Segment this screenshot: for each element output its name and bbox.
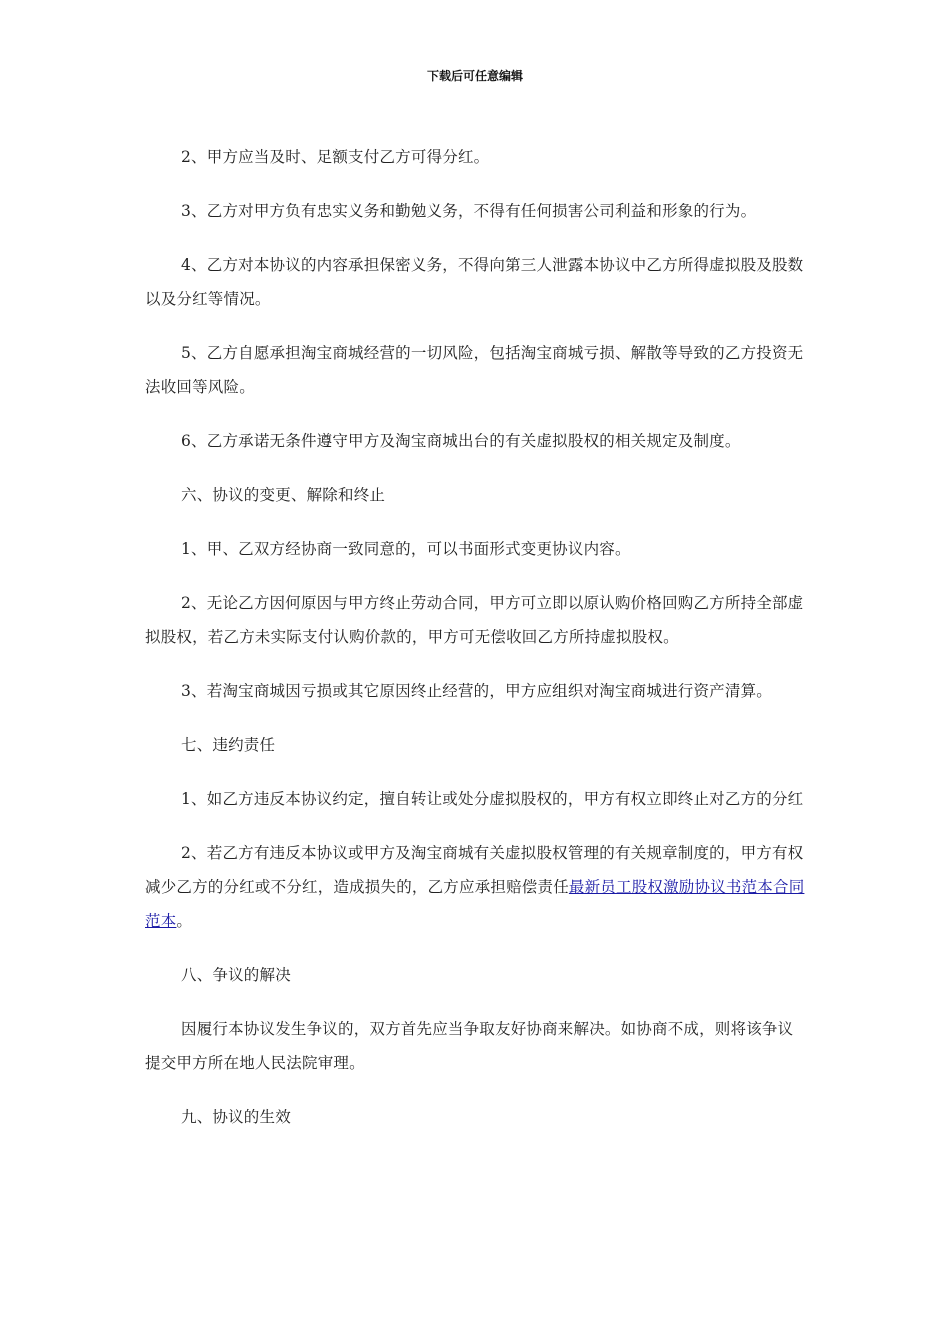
document-body <box>145 140 805 1154</box>
clause-paragraph-with-link <box>145 836 805 938</box>
section-heading: 九、协议的生效 <box>181 1108 291 1126</box>
section-heading: 六、协议的变更、解除和终止 <box>181 486 386 504</box>
clause-paragraph: 1、如乙方违反本协议约定，擅自转让或处分虚拟股权的，甲方有权立即终止对乙方的分红 <box>181 790 804 808</box>
clause-paragraph: 1、甲、乙双方经协商一致同意的，可以书面形式变更协议内容。 <box>181 540 631 558</box>
clause-paragraph: 3、乙方对甲方负有忠实义务和勤勉义务，不得有任何损害公司利益和形象的行为。 <box>181 202 757 220</box>
clause-paragraph: 2、甲方应当及时、足额支付乙方可得分红。 <box>181 148 490 166</box>
template-link[interactable]: 最新员工股权激励协议书范本合同范本 <box>145 878 805 930</box>
clause-paragraph: 4、乙方对本协议的内容承担保密义务，不得向第三人泄露本协议中乙方所得虚拟股及股数以及分红等情况。 <box>145 256 804 308</box>
section-heading: 七、违约责任 <box>181 736 276 754</box>
section-heading: 八、争议的解决 <box>181 966 291 984</box>
clause-paragraph: 3、若淘宝商城因亏损或其它原因终止经营的，甲方应组织对淘宝商城进行资产清算。 <box>181 682 772 700</box>
clause-paragraph: 5、乙方自愿承担淘宝商城经营的一切风险，包括淘宝商城亏损、解散等导致的乙方投资无法收回等风险。 <box>145 344 804 396</box>
page-header: 下载后可任意编辑 <box>426 69 523 83</box>
clause-text: 2、若乙方有违反本协议或甲方及淘宝商城有关虚拟股权管理的有关规章制度的，甲方有权减少乙方的分红或不分红，造成损失的，乙方应承担赔偿责任 <box>145 844 804 896</box>
clause-paragraph: 6、乙方承诺无条件遵守甲方及淘宝商城出台的有关虚拟股权的相关规定及制度。 <box>181 432 741 450</box>
clause-text-end: 。 <box>176 912 193 930</box>
clause-paragraph: 因履行本协议发生争议的，双方首先应当争取友好协商来解决。如协商不成，则将该争议提交甲方所在地人民法院审理。 <box>145 1020 794 1072</box>
clause-paragraph: 2、无论乙方因何原因与甲方终止劳动合同，甲方可立即以原认购价格回购乙方所持全部虚拟股权，若乙方未实际支付认购价款的，甲方可无偿收回乙方所持虚拟股权。 <box>145 594 804 646</box>
